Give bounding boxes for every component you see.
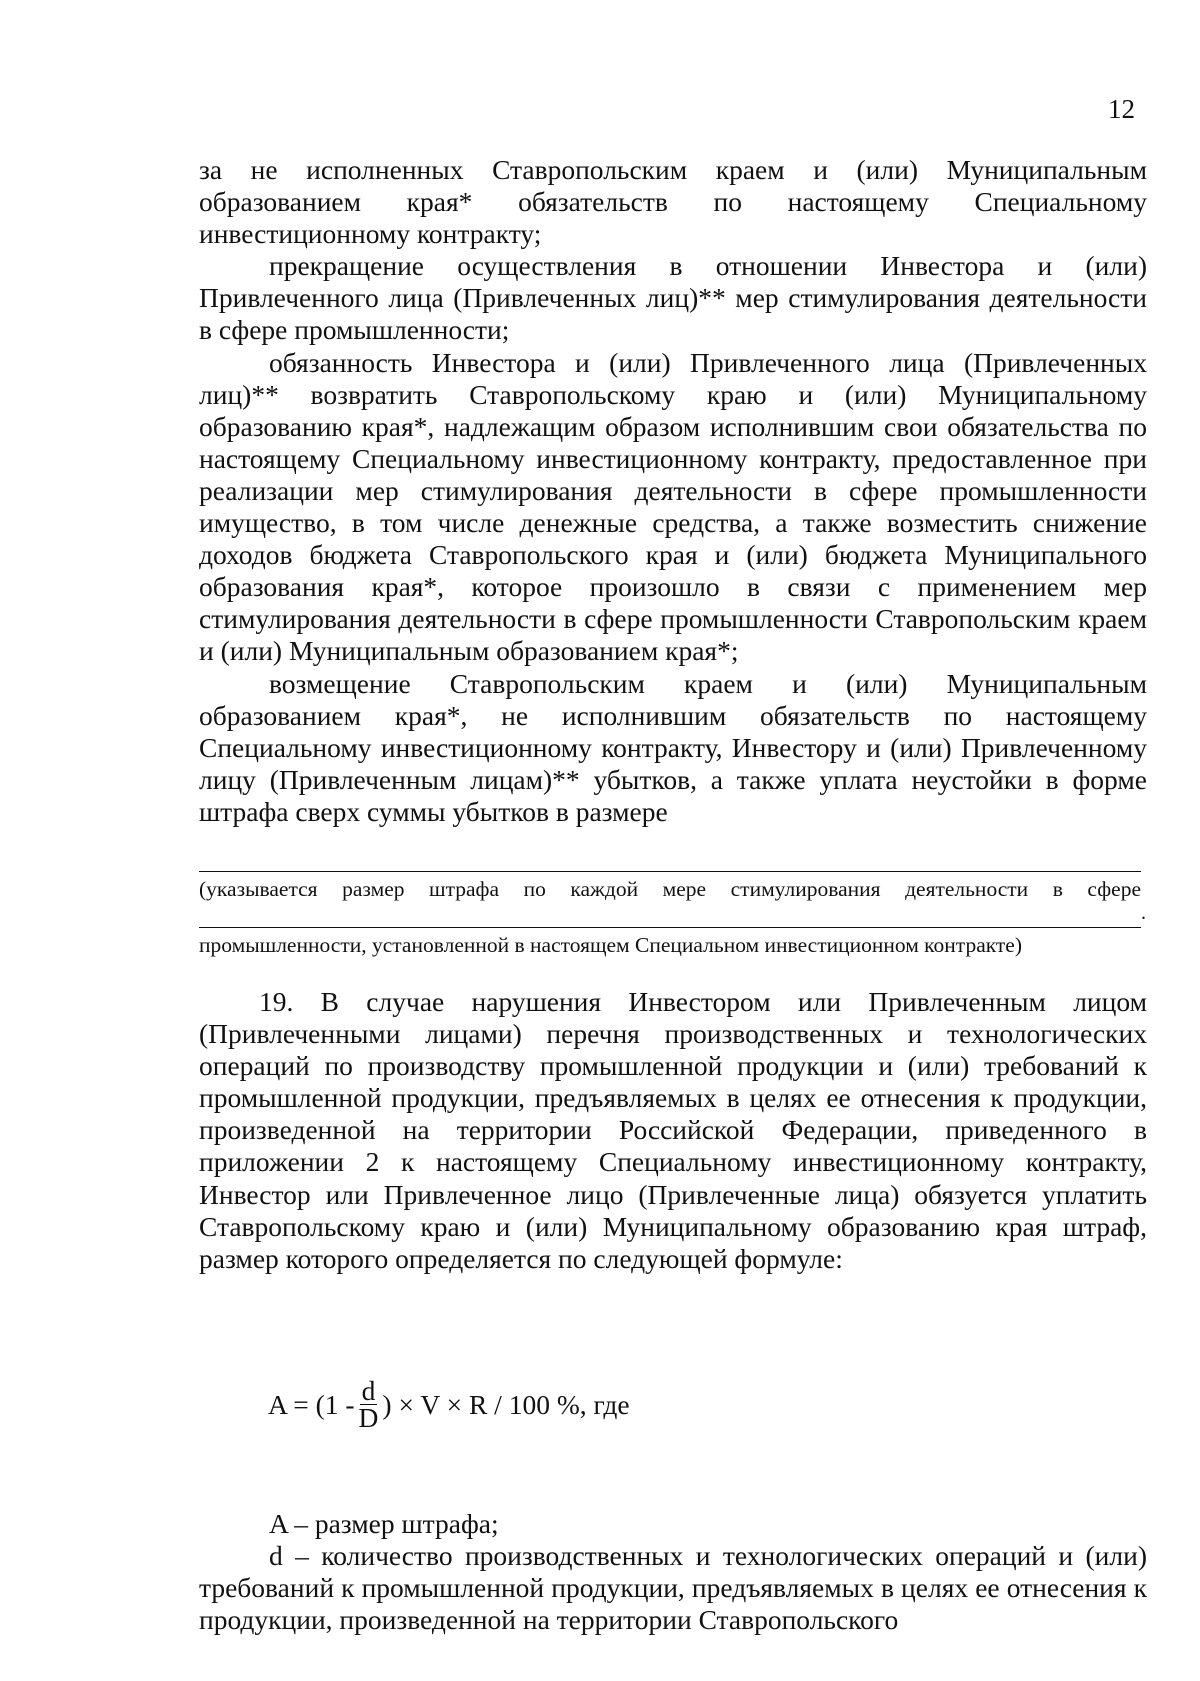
clause-19 [199,986,1147,1275]
trailing-period: . [1141,902,1146,924]
footnote-caption: (указывается размер штрафа по каждой мере стимулирования деятельности в сфере [199,877,1141,901]
formula-definitions [199,1508,1147,1636]
formula-fraction [357,1375,381,1433]
fill-in-line [199,927,1141,928]
formula-right: ) × V × R / 100 %, где [382,1388,630,1420]
paragraph: прекращение осуществления в отношении Инвестора и (или) Привлеченного лица (Привлеченных лиц)** мер стимулирования деятельности в сфере промышленности; [199,250,1147,346]
paragraph: 19. В случае нарушения Инвестором или Привлеченным лицом (Привлеченными лицами) перечня производственных и технологических операций по производству промышленной продукции и (или) требований к промышленной продукции, предъявляемых в целях ее отнесения к продукции, произведенной на территории Российской Федерации, приведенного в приложении 2 к настоящему Специальному инвестиционному контракту, Инвестор или Привлеченное лицо (Привлеченные лица) обязуется уплатить Ставропольскому краю и (или) Муниципальному образованию края штраф, размер которого определяется по следующей формуле: [199,986,1147,1274]
paragraph: обязанность Инвестора и (или) Привлеченного лица (Привлеченных лиц)** возвратить Ставропольскому краю и (или) Муниципальному образованию края*, надлежащим образом исполнившим свои обязательства по настоящему Специальному инвестиционному контракту, предоставленное при реализации мер стимулирования деятельности в сфере промышленности имущество, в том числе денежные средства, а также возместить снижение доходов бюджета Ставропольского края и (или) бюджета Муниципального образования края*, которое произошло в связи с применением мер стимулирования деятельности в сфере промышленности Ставропольским краем и (или) Муниципальным образованием края*; [199,346,1147,667]
fraction-numerator: d [361,1375,376,1406]
footnote-caption: промышленности, установленной в настоящем Специальном инвестиционном контракте) [199,933,1023,957]
fraction-denominator: D [358,1402,379,1433]
page-number: 12 [1108,94,1135,124]
definition: A – размер штрафа; [269,1508,499,1539]
definition: d – количество производственных и технологических операций и (или) требований к промышленной продукции, предъявляемых в целях ее отнесения к продукции, произведенной на территории Ставропольского [199,1540,1147,1636]
body-text-top [199,154,1147,828]
paragraph: возмещение Ставропольским краем и (или) Муниципальным образованием края*, не исполнившим обязательств по настоящему Специальному инвестиционному контракту, Инвестору и (или) Привлеченному лицу (Привлеченным лицам)** убытков, а также уплата неустойки в форме штрафа сверх суммы убытков в размере [199,667,1147,827]
paragraph: за не исполненных Ставропольским краем и (или) Муниципальным образованием края* обязательств по настоящему Специальному инвестиционному контракту; [199,154,1147,250]
fill-in-line [199,871,1141,872]
formula-left: A = (1 - [268,1388,355,1420]
penalty-formula [268,1375,630,1433]
